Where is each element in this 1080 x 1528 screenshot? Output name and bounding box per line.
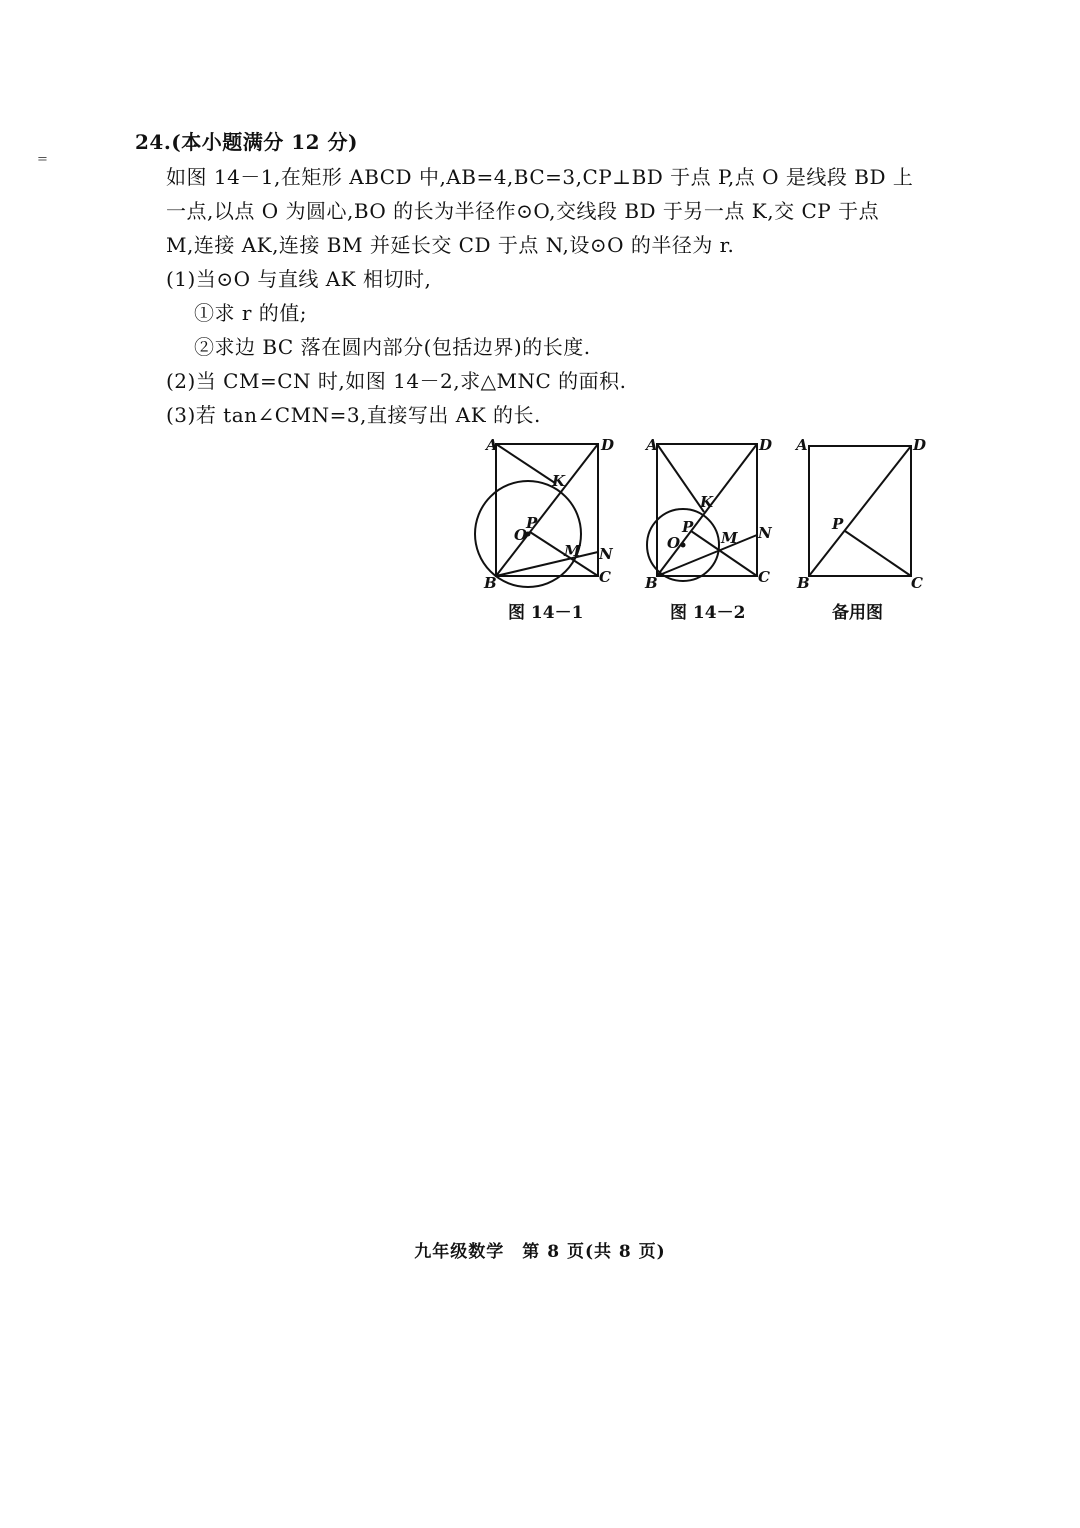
label-n: N <box>758 524 772 542</box>
diagonal-bd <box>809 446 911 576</box>
segment-ak <box>496 444 555 483</box>
label-m: M <box>721 529 738 547</box>
label-d: D <box>913 436 927 454</box>
label-a: A <box>646 436 658 454</box>
label-k: K <box>700 493 714 511</box>
label-b: B <box>797 574 810 592</box>
question-line-1: 如图 14－1,在矩形 ABCD 中,AB=4,BC=3,CP⊥BD 于点 P,点 O 是线段 BD 上 <box>166 165 914 189</box>
figure-14-1 <box>472 432 622 594</box>
part-2-prompt: (2)当 CM=CN 时,如图 14－2,求△MNC 的面积. <box>166 369 627 393</box>
question-line-3: M,连接 AK,连接 BM 并延长交 CD 于点 N,设⊙O 的半径为 r. <box>166 233 735 257</box>
label-a: A <box>796 436 808 454</box>
caption-figure-spare: 备用图 <box>832 603 883 623</box>
label-o: O <box>514 526 528 544</box>
label-b: B <box>484 574 497 592</box>
label-c: C <box>758 568 770 586</box>
segment-ak <box>657 444 704 512</box>
label-c: C <box>911 574 923 592</box>
caption-figure-14-1: 图 14－1 <box>508 603 584 623</box>
part-3-prompt: (3)若 tan∠CMN=3,直接写出 AK 的长. <box>166 403 541 427</box>
page-footer: 九年级数学 第 8 页(共 8 页) <box>414 1242 666 1262</box>
caption-figure-14-2: 图 14－2 <box>670 603 746 623</box>
label-d: D <box>759 436 773 454</box>
page-mark: = <box>37 152 48 167</box>
label-b: B <box>645 574 658 592</box>
label-n: N <box>599 545 613 563</box>
question-line-2: 一点,以点 O 为圆心,BO 的长为半径作⊙O,交线段 BD 于另一点 K,交 CP 于点 <box>166 199 880 223</box>
label-p: P <box>682 518 694 536</box>
figure-spare <box>790 432 940 594</box>
label-a: A <box>486 436 498 454</box>
point-o <box>681 543 686 548</box>
part-1-sub-1: ①求 r 的值; <box>194 301 308 325</box>
segment-cp <box>845 531 911 576</box>
question-title: 24.(本小题满分 12 分) <box>135 130 358 154</box>
part-1-prompt: (1)当⊙O 与直线 AK 相切时, <box>166 267 432 291</box>
label-k: K <box>552 472 566 490</box>
label-o: O <box>667 534 681 552</box>
label-d: D <box>601 436 615 454</box>
label-p: P <box>526 514 538 532</box>
figure-14-2 <box>636 432 786 594</box>
part-1-sub-2: ②求边 BC 落在圆内部分(包括边界)的长度. <box>194 335 591 359</box>
label-p: P <box>832 515 844 533</box>
label-c: C <box>599 568 611 586</box>
label-m: M <box>564 542 581 560</box>
